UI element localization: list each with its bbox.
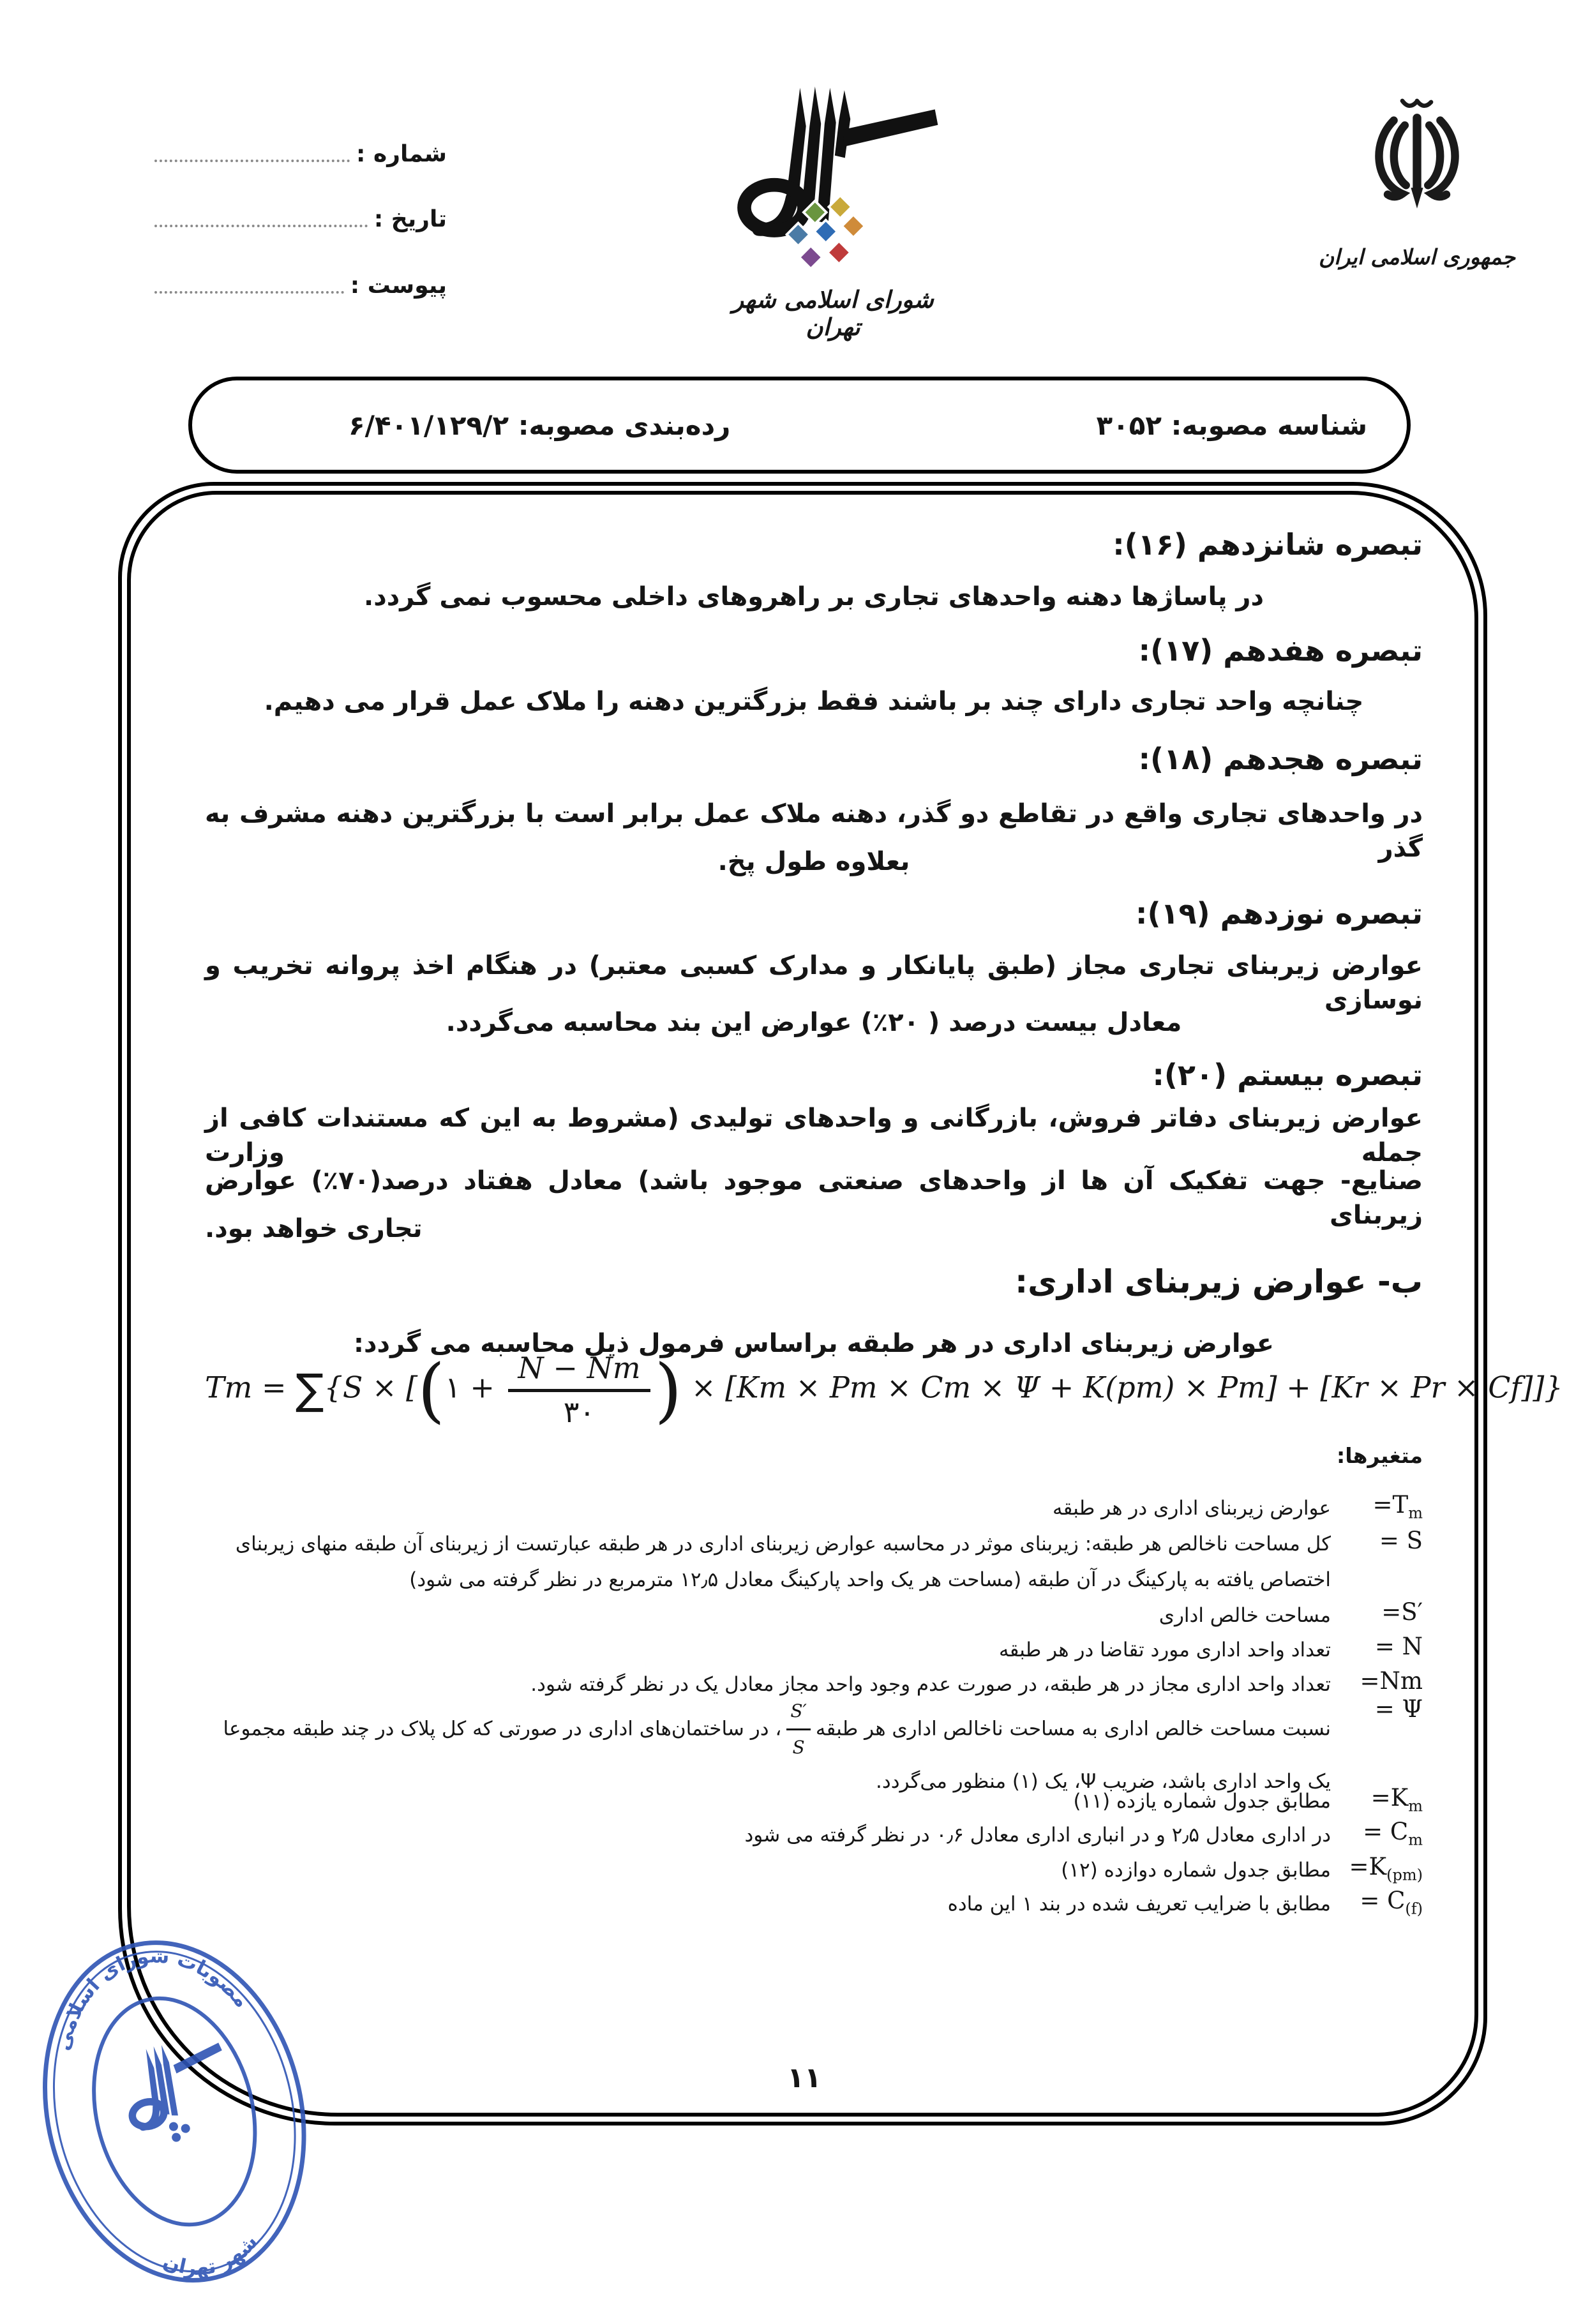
stamp-center-glyph (117, 2030, 241, 2150)
note18-heading: تبصره هجدهم (۱۸): (1138, 742, 1423, 776)
fraction-numerator: N − Nm (508, 1351, 651, 1392)
formula-times: × (691, 1370, 716, 1405)
var-row-km (205, 1784, 1423, 1820)
formula-paren-close: ) (654, 1349, 682, 1431)
note17-heading: تبصره هفدهم (۱۷): (1138, 633, 1423, 668)
formula-paren-open: ( (417, 1349, 446, 1431)
var-desc-s-prime: مساحت خالص اداری (1159, 1604, 1331, 1627)
emblem-title: جمهوری اسلامی ایران (1318, 244, 1516, 269)
resolution-id-bar (188, 377, 1411, 474)
note20-heading: تبصره بیستم (۲۰): (1152, 1058, 1423, 1092)
note20-body-line3: تجاری خواهد بود. (205, 1214, 423, 1243)
var-symbol-psi: = Ψ (1374, 1695, 1423, 1723)
formula-lhs: Tm (205, 1370, 253, 1405)
var-symbol-s-prime: =S′ (1381, 1598, 1423, 1626)
formula-plus2: + (1286, 1370, 1311, 1405)
national-emblem (1309, 86, 1526, 269)
formula-group1: [Km × Pm × Cm × Ψ + K(pm) × Pm] (725, 1370, 1277, 1405)
attachment-label: پیوست : (350, 273, 447, 299)
psi-fraction: $\frac{S'}{S}$ (786, 1695, 811, 1764)
note18-body-line2: بعلاوه طول پخ. (717, 847, 910, 876)
admin-levy-formula (205, 1349, 1563, 1431)
formula-fraction (508, 1351, 651, 1429)
var-symbol-nm: =Nm (1360, 1667, 1423, 1695)
var-symbol-cm: = $C_m$ (1363, 1818, 1423, 1849)
var-desc-kpm: مطابق جدول شماره دوازده (۱۲) (1061, 1859, 1331, 1882)
attachment-dotted-line (154, 291, 344, 294)
council-logo-icon (718, 83, 948, 281)
formula-intro: عوارض زیربنای اداری در هر طبقه براساس فرمول ذیل محاسبه می گردد: (354, 1329, 1274, 1358)
content-box (118, 482, 1563, 2125)
var-desc-n: تعداد واحد اداری مورد تقاضا در هر طبقه (998, 1638, 1331, 1661)
formula-plus: + (470, 1370, 495, 1405)
var-symbol-s: = S (1379, 1527, 1423, 1554)
sigma-symbol: ∑ (296, 1365, 324, 1414)
formula-one: ۱ (445, 1370, 461, 1405)
var-desc-km: مطابق جدول شماره یازده (۱۱) (1073, 1790, 1331, 1813)
field-date (154, 208, 447, 231)
formula-group2: [Kr × Pr × Cf]]} (1320, 1370, 1563, 1405)
note19-body-line1: عوارض زیربنای تجاری مجاز (طبق پایانکار و مدارک کسبی معتبر) در هنگام اخذ پروانه تخریب و نوسازی (205, 951, 1423, 1015)
var-desc-nm: تعداد واحد اداری مجاز در هر طبقه، در صورت عدم وجود واحد مجاز معادل یک در نظر گرفته شود. (530, 1673, 1331, 1696)
var-symbol-km: $=K_m$ (1370, 1784, 1423, 1815)
field-number (154, 143, 447, 166)
content-area (205, 486, 1563, 2122)
var-row-cf (205, 1887, 1423, 1923)
council-logo-title: شورای اسلامی شهر تهران (732, 286, 934, 341)
date-dotted-line (154, 225, 368, 227)
note16-heading: تبصره شانزدهم (۱۶): (1113, 527, 1423, 562)
note17-body: چنانچه واحد تجاری دارای چند بر باشند فقط بزرگترین دهنه را ملاک عمل قرار می دهیم. (264, 687, 1364, 716)
var-desc-psi: نسبت مساحت خالص اداری به مساحت ناخالص اداری هر طبقه $\frac{S'}{S}$ ، در ساختمان‌های اداری در صورتی که کل پلاک در چند طبقه مجموعا یک واحد اداری باشد، ضریب Ψ، یک (۱) منظور می‌گردد. (205, 1695, 1331, 1800)
var-row-n (205, 1633, 1423, 1668)
note16-body: در پاساژها دهنه واحدهای تجاری بر راهروهای داخلی محسوب نمی گردد. (364, 582, 1264, 611)
var-symbol-n: = N (1374, 1633, 1423, 1660)
number-dotted-line (154, 160, 350, 162)
document-page (6, 0, 1590, 2281)
var-desc-tm: عوارض زیربنای اداری در هر طبقه (1052, 1497, 1331, 1520)
var-symbol-kpm: $=K_{(pm)}$ (1349, 1853, 1423, 1884)
var-symbol-cf: = $C_{(f)}$ (1360, 1887, 1423, 1918)
council-logo (705, 83, 961, 341)
var-row-s (205, 1527, 1423, 1598)
note19-heading: تبصره نوزدهم (۱۹): (1136, 896, 1423, 931)
var-desc-cm: در اداری معادل ۲٫۵ و در انباری اداری معادل ۰٫۶ در نظر گرفته می شود (744, 1824, 1331, 1847)
note19-body-line2: معادل بیست درصد ( ۲۰٪) عوارض این بند محاسبه می‌گردد. (446, 1008, 1182, 1037)
var-desc-s: کل مساحت ناخالص هر طبقه: زیربنای موثر در محاسبه عوارض زیربنای اداری در هر طبقه عبارتست از زیربنای آن طبقه منهای زیربنای اختصاص یافته به پارکینگ در آن طبقه (مساحت هر یک واحد پارکینگ معادل ۱۲٫۵ مترمربع در نظر گرفته می شود) (235, 1533, 1331, 1591)
page-number: ۱۱ (787, 2062, 821, 2094)
variables-label: متغیرها: (1337, 1443, 1423, 1468)
resolution-classification: رده‌بندی مصوبه: ۶/۴۰۱/۱۲۹/۲ (349, 410, 731, 441)
var-row-tm (205, 1491, 1423, 1527)
note20-body-line1: عوارض زیربنای دفاتر فروش، بازرگانی و واحدهای تولیدی (مشروط به این که مستندات کافی از جمله وزارت (205, 1104, 1423, 1167)
stamp-text-bottom: شهر تهران (160, 2230, 262, 2281)
svg-text:شهر تهران (155, 2228, 267, 2291)
formula-equals: = (261, 1370, 287, 1405)
section-b-heading: ب- عوارض زیربنای اداری: (1015, 1263, 1423, 1300)
note18-body-line1: در واحدهای تجاری واقع در تقاطع دو گذر، دهنه ملاک عمل برابر است با بزرگترین دهنه مشرف به گذر (205, 799, 1423, 863)
var-row-s-prime (205, 1598, 1423, 1634)
note20-body-line2: صنایع- جهت تفکیک آن ها از واحدهای صنعتی موجود باشد) معادل هفتاد درصد(۷۰٪) عوارض زیربنای (205, 1166, 1423, 1230)
iran-emblem-icon (1340, 86, 1494, 233)
var-row-cm (205, 1818, 1423, 1854)
field-attachment (154, 274, 447, 297)
var-row-kpm (205, 1853, 1423, 1889)
var-symbol-tm: $=T_m$ (1372, 1491, 1423, 1522)
stamp-text-top: مصوبات شورای اسلامی (50, 1944, 253, 2053)
formula-open: {S × [ (324, 1370, 418, 1405)
resolution-id: شناسه مصوبه: ۳۰۵۲ (1096, 410, 1367, 441)
number-label: شماره : (356, 141, 447, 167)
var-desc-cf: مطابق با ضرایب تعریف شده در بند ۱ این ماده (947, 1893, 1331, 1915)
date-label: تاریخ : (373, 206, 447, 232)
fraction-denominator: ۳۰ (563, 1395, 596, 1429)
